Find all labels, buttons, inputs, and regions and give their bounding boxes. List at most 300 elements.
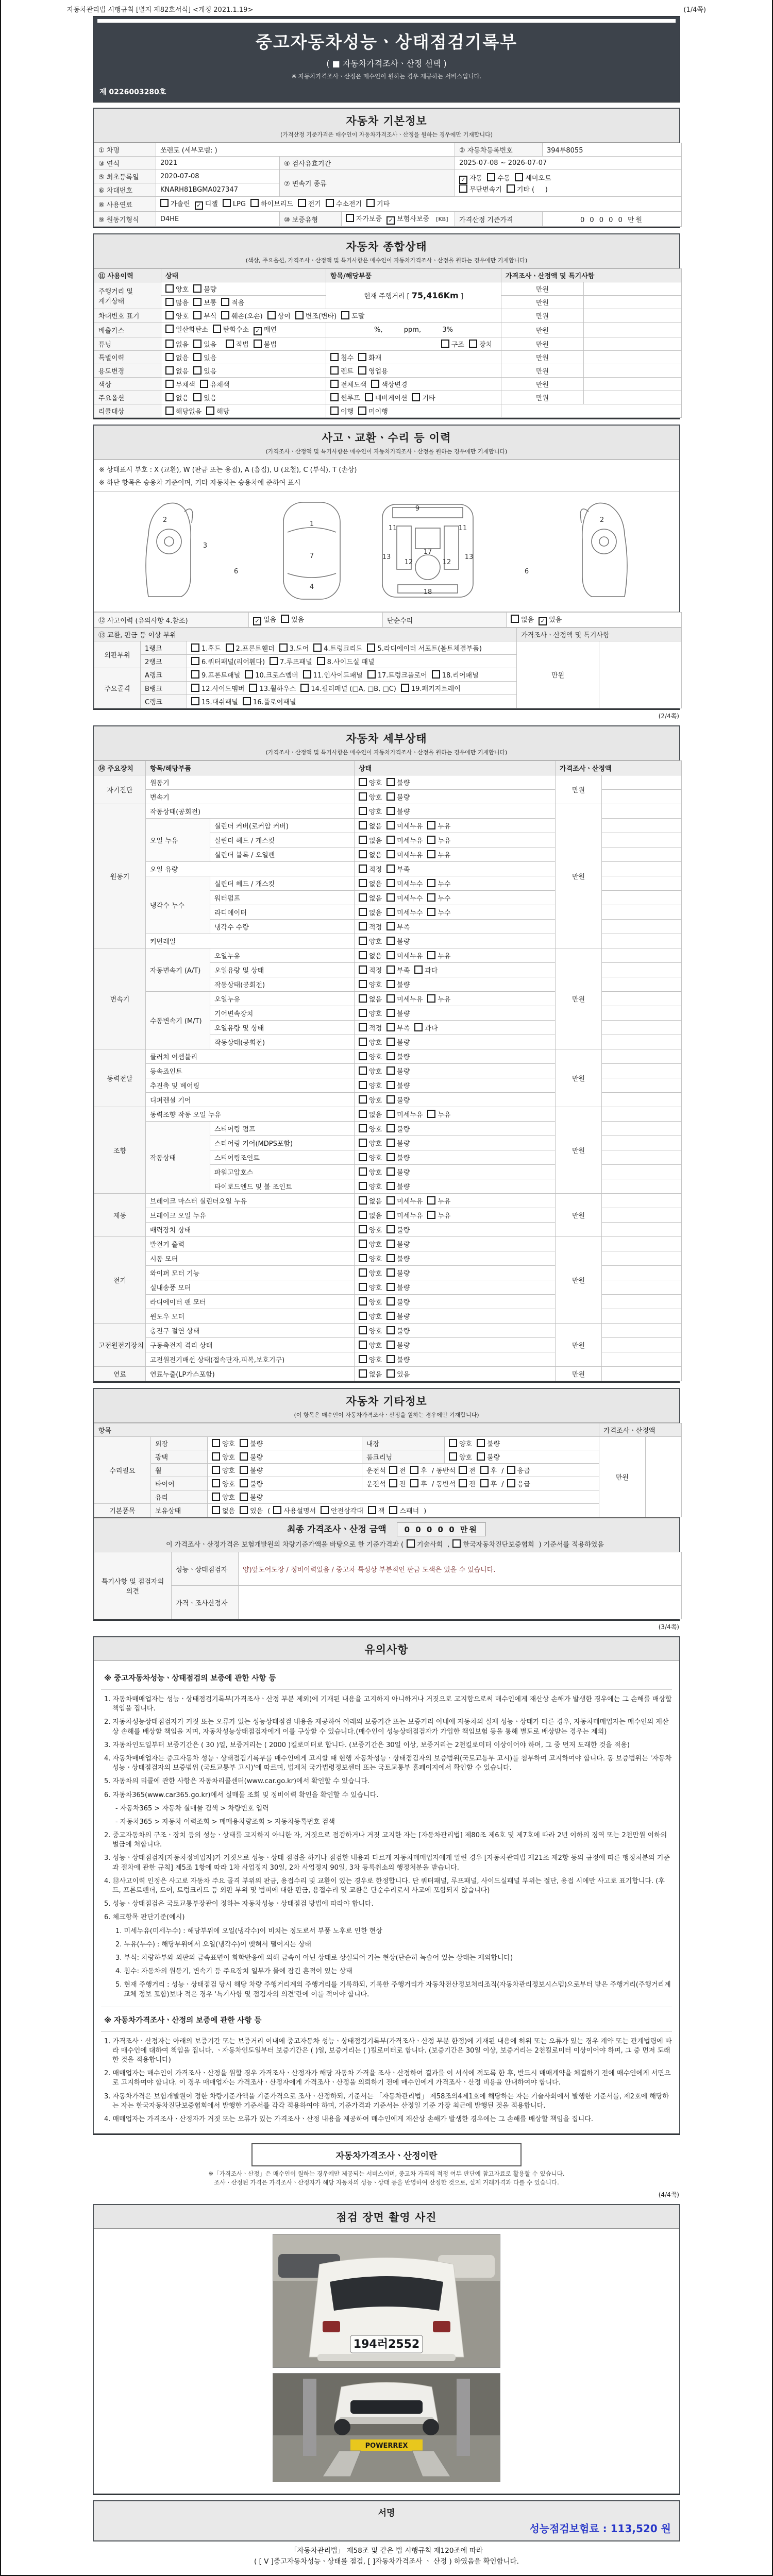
checkbox-양호[interactable] — [359, 807, 367, 815]
accident-header — [94, 426, 679, 460]
checkbox-19.패키지트레이[interactable] — [401, 684, 409, 692]
form-title-band — [93, 16, 680, 103]
checkbox-훼손(오손)[interactable] — [221, 311, 229, 319]
checkbox-없음[interactable] — [165, 393, 174, 401]
checkbox-불법[interactable] — [254, 340, 262, 348]
checkbox-누수[interactable] — [427, 893, 435, 902]
price-cell: 만원 — [556, 775, 602, 804]
note-cell — [599, 641, 682, 708]
usage-change-kind-options — [326, 364, 501, 378]
checkbox-양호[interactable] — [449, 1439, 457, 1447]
note-cell — [584, 364, 682, 378]
checkbox-양호[interactable] — [359, 1081, 367, 1089]
checkbox-응급[interactable] — [507, 1479, 515, 1487]
checkbox-미세누유[interactable] — [386, 994, 395, 1003]
checkbox-15.대쉬패널[interactable] — [191, 697, 199, 705]
state-options — [355, 876, 556, 891]
checkbox-양호[interactable] — [212, 1466, 220, 1474]
option-미세누유 — [386, 850, 423, 859]
option-label: 불량 — [487, 1440, 500, 1448]
checkbox-양호[interactable] — [359, 1283, 367, 1291]
item-label: 충전구 절연 상태 — [146, 1324, 355, 1338]
checkbox-미세누유[interactable] — [386, 850, 395, 858]
checkbox-불량[interactable] — [386, 1240, 395, 1248]
checkbox-없음[interactable] — [359, 1211, 367, 1219]
checkbox-한국자동차진단보증협회[interactable] — [452, 1539, 461, 1548]
checkbox-5.라디에이터 서포트(볼트체결부품)[interactable] — [367, 643, 375, 652]
checkbox-불량[interactable] — [386, 778, 395, 786]
checkbox-후[interactable] — [410, 1479, 418, 1487]
checkbox-후[interactable] — [410, 1466, 418, 1474]
checkbox-수소전기[interactable] — [326, 199, 334, 207]
checkbox-구조[interactable] — [441, 340, 449, 348]
checkbox-불량[interactable] — [240, 1452, 248, 1461]
checkbox-후[interactable] — [480, 1479, 489, 1487]
checkbox-불량[interactable] — [386, 1326, 395, 1334]
option-label: 불법 — [263, 341, 277, 349]
checkbox-7.루프패널[interactable] — [270, 657, 278, 665]
checkbox-없음[interactable] — [359, 1196, 367, 1205]
checkbox-이행[interactable] — [330, 406, 339, 415]
checkbox-없음[interactable] — [359, 879, 367, 887]
col-state: 상태 — [355, 761, 556, 775]
checkbox-없음[interactable] — [359, 893, 367, 902]
state-options — [355, 905, 556, 920]
checkbox-불량[interactable] — [386, 1254, 395, 1262]
option-6.쿼터패널(리어휀다) — [191, 656, 265, 666]
final-price-note — [94, 1539, 679, 1549]
checkbox-기술사회[interactable] — [407, 1539, 415, 1548]
checkbox-미세누유[interactable] — [386, 1211, 395, 1219]
checkbox-16.플로어패널[interactable] — [243, 697, 251, 705]
item-label: 와이퍼 모터 기능 — [146, 1266, 355, 1280]
checkbox-불량[interactable] — [240, 1493, 248, 1501]
checkbox-기타 ( )[interactable] — [507, 184, 515, 193]
checkbox-안전삼각대[interactable] — [321, 1506, 329, 1514]
comprehensive-subtitle: (색상, 주요옵션, 가격조사ㆍ산정액 및 특기사항은 매수인이 자동차가격조사ㆍ산정을 원하는 경우에만 기재합니다) — [245, 257, 528, 264]
vin-label: ⑥ 차대번호 — [94, 183, 156, 197]
option-label: 누유 — [438, 953, 451, 960]
checkbox-2.프론트휀더[interactable] — [226, 643, 234, 652]
checkbox-양호[interactable] — [359, 1326, 367, 1334]
option-자동 — [459, 173, 482, 184]
checkbox-양호[interactable] — [359, 1153, 367, 1161]
checkbox-없음[interactable] — [359, 994, 367, 1003]
checkbox-양호[interactable] — [359, 1312, 367, 1320]
checkbox-무채색[interactable] — [165, 380, 174, 388]
checkbox-불량[interactable] — [386, 1066, 395, 1075]
checkbox-적정[interactable] — [359, 922, 367, 930]
checkbox-불량[interactable] — [386, 1225, 395, 1233]
checkbox-가솔린[interactable] — [160, 199, 169, 207]
notice-item: 4. 자동차매매업자는 중고자동차 성능ㆍ상태점검기록부를 매수인에게 고지할 때 현행 자동차성능ㆍ상태점검자의 보증범위(국토교통부 고시)를 첨부하여 고지하여야 합니다. 동 보증범위는 '자동차성능ㆍ상태점검자의 보증범위 (국토교통부 고시)'에 따르며, 법제처 국가법령정보센터 또는 국토교통부 홈페이지에서 확인할 수 있습니다. — [104, 1754, 672, 1772]
option-label: 렌트 — [341, 368, 354, 376]
checkbox-불량[interactable] — [240, 1439, 248, 1447]
diagram-part-number: 6 — [233, 568, 239, 575]
checkbox-양호[interactable] — [359, 1268, 367, 1277]
option-세미오토 — [515, 173, 551, 182]
checkbox-17.트렁크플로어[interactable] — [367, 670, 376, 679]
checkbox-있음[interactable] — [386, 1369, 395, 1378]
option-없음 — [359, 994, 382, 1004]
checkbox-없음[interactable] — [359, 821, 367, 829]
option-label: 양호 — [369, 1126, 382, 1133]
checkbox-영업용[interactable] — [358, 366, 366, 375]
checkbox-1.후드[interactable] — [191, 643, 199, 652]
checkbox-LPG[interactable] — [223, 199, 231, 207]
option-8.사이드실 패널 — [317, 656, 375, 666]
checkbox-불량[interactable] — [386, 1297, 395, 1306]
checkbox-없음[interactable] — [165, 353, 174, 361]
device-group-label: 전기 — [94, 1237, 146, 1324]
checkbox-불량[interactable] — [386, 792, 395, 801]
checkbox-양호[interactable] — [359, 1038, 367, 1046]
checkbox-전기[interactable] — [298, 199, 306, 207]
checkbox-불량[interactable] — [240, 1466, 248, 1474]
checkbox-양호[interactable] — [359, 1341, 367, 1349]
checkbox-불량[interactable] — [386, 1009, 395, 1017]
checkbox-미세누수[interactable] — [386, 893, 395, 902]
option-누유 — [427, 850, 450, 859]
checkbox-미세누유[interactable] — [386, 951, 395, 959]
checkbox-부족[interactable] — [386, 865, 395, 873]
checkbox-양호[interactable] — [359, 980, 367, 988]
checkbox-있음[interactable] — [193, 353, 201, 361]
checkbox-불량[interactable] — [386, 1341, 395, 1349]
checkbox-양호[interactable] — [212, 1439, 220, 1447]
checkbox-양호[interactable] — [359, 1225, 367, 1233]
checkbox-없음[interactable] — [165, 366, 174, 375]
checkbox-불량[interactable] — [386, 1283, 395, 1291]
checkbox-기타[interactable] — [412, 393, 420, 401]
option-label: 양호 — [222, 1494, 236, 1502]
checkbox-양호[interactable] — [359, 937, 367, 945]
option-label: 있음 — [250, 1507, 263, 1515]
other-title: 자동차 기타정보 — [346, 1395, 427, 1408]
table-header-row — [94, 269, 682, 282]
option-label: 자동 — [469, 175, 483, 182]
checkbox-없음[interactable] — [359, 1110, 367, 1118]
checkbox-불량[interactable] — [386, 1139, 395, 1147]
checkbox-양호[interactable] — [165, 284, 174, 293]
checkbox-네비게이션[interactable] — [365, 393, 373, 401]
checkbox-사용설명서[interactable] — [273, 1506, 281, 1514]
checkbox-썬루프[interactable] — [330, 393, 339, 401]
option-불량 — [386, 1354, 410, 1364]
checkbox-불량[interactable] — [386, 1153, 395, 1161]
option-불량 — [386, 936, 410, 946]
checkbox-누수[interactable] — [427, 879, 435, 887]
checkbox-없음[interactable] — [359, 951, 367, 959]
checkbox-없음[interactable] — [359, 850, 367, 858]
checkbox-양호[interactable] — [212, 1452, 220, 1461]
checkbox-적법[interactable] — [226, 340, 234, 348]
checkbox-불량[interactable] — [386, 1167, 395, 1176]
engine-type-value: D4HE — [156, 212, 280, 227]
checkbox-12.사이드멤버[interactable] — [191, 684, 199, 692]
checkbox-과다[interactable] — [414, 965, 423, 974]
checkbox-불량[interactable] — [386, 937, 395, 945]
checkbox-양호[interactable] — [449, 1452, 457, 1461]
checkbox-화재[interactable] — [358, 353, 366, 361]
checkbox-잭[interactable] — [368, 1506, 376, 1514]
checkbox-없음[interactable]: ✓ — [253, 617, 261, 625]
option-label: 양호 — [369, 1082, 382, 1090]
detail-row — [94, 1367, 682, 1381]
checkbox-부족[interactable] — [386, 1023, 395, 1031]
checkbox-양호[interactable] — [359, 1355, 367, 1363]
option-label: 보통 — [204, 299, 217, 307]
checkbox-누유[interactable] — [427, 850, 435, 858]
checkbox-미세누유[interactable] — [386, 1110, 395, 1118]
checkbox-있음[interactable] — [240, 1506, 248, 1514]
notice-item: 5. 현재 주행거리 : 성능ㆍ상태점검 당시 해당 차량 주행거리계의 주행거리를 기록하되, 기록한 주행거리가 자동차전산정보처리조직(자동차관리정보시스템)으로부터 받은 주행거리(주행거리계 교체 정보 포함)보다 적은 경우 '특기사항 및 점검자의 의견'란에 이를 적어야 합니다. — [115, 1981, 671, 1998]
checkbox-스패너[interactable] — [389, 1506, 397, 1514]
option-있음 — [539, 614, 562, 625]
checkbox-보험사보증[interactable]: ✓ — [386, 216, 395, 225]
checkbox-양호[interactable] — [212, 1493, 220, 1501]
checkbox-불량[interactable] — [386, 980, 395, 988]
checkbox-양호[interactable] — [359, 1139, 367, 1147]
note-cell — [602, 977, 682, 992]
checkbox-누유[interactable] — [427, 1196, 435, 1205]
engine-type-label: ⑨ 원동기형식 — [94, 212, 156, 227]
checkbox-많음[interactable] — [165, 298, 174, 306]
checkbox-누유[interactable] — [427, 836, 435, 844]
checkbox-양호[interactable] — [359, 1254, 367, 1262]
notice-item: 5. 성능ㆍ상태점검은 국토교통부장관이 정하는 자동차성능ㆍ상태점검 방법에 따라야 합니다. — [104, 1900, 374, 1908]
checkbox-불량[interactable] — [386, 1312, 395, 1320]
checkbox-있음[interactable] — [281, 615, 289, 623]
checkbox-일산화탄소[interactable] — [165, 325, 174, 333]
checkbox-불량[interactable] — [240, 1479, 248, 1487]
checkbox-불량[interactable] — [477, 1439, 485, 1447]
sub-group-label: 냉각수 누수 — [146, 876, 210, 934]
checkbox-불량[interactable] — [386, 1355, 395, 1363]
checkbox-양호[interactable] — [359, 1167, 367, 1176]
rank-label: 1랭크 — [141, 641, 187, 655]
checkbox-미세누유[interactable] — [386, 1196, 395, 1205]
checkbox-상이[interactable] — [267, 311, 276, 319]
checkbox-3.도어[interactable] — [279, 643, 288, 652]
option-label: 양호 — [369, 1241, 382, 1249]
option-label: 적정 — [369, 924, 382, 931]
checkbox-유채색[interactable] — [200, 380, 208, 388]
checkbox-누유[interactable] — [427, 1211, 435, 1219]
checkbox-없음[interactable] — [359, 836, 367, 844]
option-label: 불량 — [250, 1467, 263, 1475]
checkbox-4.트렁크리드[interactable] — [313, 643, 322, 652]
checkbox-양호[interactable] — [359, 792, 367, 801]
checkbox-없음[interactable] — [359, 1369, 367, 1378]
checkbox-13.휠하우스[interactable] — [249, 684, 257, 692]
checkbox-불량[interactable] — [386, 1081, 395, 1089]
item-label: 연료누출(LP가스포함) — [146, 1367, 355, 1381]
checkbox-불량[interactable] — [386, 1124, 395, 1132]
note-cell — [602, 1021, 682, 1035]
checkbox-불량[interactable] — [386, 1038, 395, 1046]
checkbox-양호[interactable] — [359, 1052, 367, 1060]
checkbox-도말[interactable] — [341, 311, 349, 319]
checkbox-8.사이드실 패널[interactable] — [317, 657, 325, 665]
checkbox-누유[interactable] — [427, 1110, 435, 1118]
checkbox-하이브리드[interactable] — [250, 199, 259, 207]
checkbox-누유[interactable] — [427, 994, 435, 1003]
checkbox-미이행[interactable] — [358, 406, 366, 415]
checkbox-해당[interactable] — [206, 406, 214, 415]
checkbox-11.인사이드패널[interactable] — [303, 670, 311, 679]
main-option-label: 주요옵션 — [94, 391, 161, 404]
checkbox-불량[interactable] — [193, 284, 201, 293]
checkbox-양호[interactable] — [359, 1240, 367, 1248]
checkbox-미세누유[interactable] — [386, 821, 395, 829]
device-group-label: 원동기 — [94, 804, 146, 948]
state-options — [355, 920, 556, 934]
checkbox-수동[interactable] — [487, 173, 495, 181]
checkbox-양호[interactable] — [165, 311, 174, 319]
repair-need-label: 수리필요 — [94, 1437, 151, 1504]
checkbox-6.쿼터패널(리어휀다)[interactable] — [191, 657, 199, 665]
checkbox-응급[interactable] — [507, 1466, 515, 1474]
checkbox-전[interactable] — [459, 1479, 467, 1487]
first-reg-value: 2020-07-08 — [156, 170, 280, 183]
option-label: 불량 — [397, 1082, 410, 1090]
checkbox-없음[interactable] — [511, 615, 519, 623]
option-label: 13.휠하우스 — [259, 685, 296, 693]
note-cell — [602, 1006, 682, 1021]
checkbox-없음[interactable] — [212, 1506, 220, 1514]
checkbox-양호[interactable] — [212, 1479, 220, 1487]
checkbox-양호[interactable] — [359, 778, 367, 786]
checkbox-14.필러패널 (□A, □B, □C)[interactable] — [300, 684, 309, 692]
checkbox-미세누수[interactable] — [386, 908, 395, 916]
checkbox-불량[interactable] — [386, 1182, 395, 1190]
option-label: 미세누유 — [397, 1212, 423, 1220]
checkbox-보통[interactable] — [193, 298, 201, 306]
checkbox-해당없음[interactable] — [165, 406, 174, 415]
inspector-opinion: 양)앞도어도장 / 정비이력있음 / 중고차 특성상 부분적인 판금 도색은 있을 수 있습니다. — [239, 1552, 682, 1586]
checkbox-전[interactable] — [459, 1466, 467, 1474]
item-label: 오일유량 및 상태 — [210, 1021, 355, 1035]
checkbox-침수[interactable] — [330, 353, 339, 361]
checkbox-양호[interactable] — [359, 1009, 367, 1017]
option-미세누유 — [386, 1109, 423, 1119]
checkbox-불량[interactable] — [386, 807, 395, 815]
option-label: 해당없음 — [176, 408, 202, 416]
checkbox-적정[interactable] — [359, 1023, 367, 1031]
notices-title: 유의사항 — [364, 1643, 409, 1656]
confirmation-line2: ( [ V ]중고자동차성능ㆍ상태를 점검, [ ]자동차가격조사 ㆍ 산정 ) 하였음을 확인합니다. — [254, 2557, 519, 2566]
checkbox-불량[interactable] — [386, 1268, 395, 1277]
checkbox-디젤[interactable]: ✓ — [195, 201, 203, 210]
option-10.크로스멤버 — [245, 670, 298, 680]
checkbox-있음[interactable] — [193, 393, 201, 401]
checkbox-불량[interactable] — [386, 1052, 395, 1060]
checkbox-없음[interactable] — [359, 908, 367, 916]
checkbox-세미오토[interactable] — [515, 173, 523, 181]
checkbox-불량[interactable] — [477, 1452, 485, 1461]
checkbox-부족[interactable] — [386, 922, 395, 930]
checkbox-적정[interactable] — [359, 865, 367, 873]
item-label: 윈도우 모터 — [146, 1309, 355, 1324]
option-label: 양호 — [369, 1140, 382, 1148]
checkbox-양호[interactable] — [359, 1182, 367, 1190]
checkbox-매연[interactable]: ✓ — [254, 327, 262, 335]
diagram-part-number: 4 — [309, 583, 314, 591]
checkbox-양호[interactable] — [359, 1297, 367, 1306]
checkbox-무단변속기[interactable] — [459, 184, 467, 193]
option-label: 기타 — [422, 395, 435, 402]
checkbox-부족[interactable] — [386, 965, 395, 974]
checkbox-9.프론트패널[interactable] — [191, 670, 199, 679]
item-label: 클러치 어셈블리 — [146, 1049, 355, 1064]
checkbox-18.리어패널[interactable] — [432, 670, 440, 679]
checkbox-적정[interactable] — [359, 965, 367, 974]
checkbox-전[interactable] — [389, 1466, 397, 1474]
checkbox-변조(변타)[interactable] — [295, 311, 304, 319]
checkbox-없음[interactable] — [165, 340, 174, 348]
item-label: 추진축 및 베어링 — [146, 1078, 355, 1093]
checkbox-누수[interactable] — [427, 908, 435, 916]
checkbox-미세누유[interactable] — [386, 836, 395, 844]
checkbox-양호[interactable] — [359, 1124, 367, 1132]
checkbox-자동[interactable]: ✓ — [459, 176, 467, 184]
option-label: 도말 — [351, 313, 365, 320]
checkbox-적음[interactable] — [221, 298, 229, 306]
option-label: 있음 — [204, 368, 217, 376]
checkbox-후[interactable] — [480, 1466, 489, 1474]
checkbox-누유[interactable] — [427, 821, 435, 829]
checkbox-부식[interactable] — [193, 311, 201, 319]
checkbox-탄화수소[interactable] — [213, 325, 221, 333]
checkbox-미세누수[interactable] — [386, 879, 395, 887]
checkbox-양호[interactable] — [359, 1095, 367, 1104]
checkbox-불량[interactable] — [386, 1095, 395, 1104]
option-불량 — [386, 1311, 410, 1321]
option-불량 — [240, 1479, 263, 1488]
option-미세누유 — [386, 835, 423, 845]
option-label: 불량 — [397, 1155, 410, 1162]
checkbox-전체도색[interactable] — [330, 380, 339, 388]
checkbox-10.크로스멤버[interactable] — [245, 670, 253, 679]
option-label: 부족 — [397, 1025, 410, 1032]
checkbox-기타[interactable] — [366, 199, 375, 207]
checkbox-있음[interactable] — [193, 340, 201, 348]
option-후 — [480, 1479, 497, 1488]
basic-info-title: 자동차 기본정보 — [346, 115, 427, 127]
checkbox-전[interactable] — [389, 1479, 397, 1487]
section-basic-info — [93, 108, 680, 228]
checkbox-누유[interactable] — [427, 951, 435, 959]
checkbox-렌트[interactable] — [330, 366, 339, 375]
checkbox-자가보증[interactable] — [346, 214, 354, 222]
option-label: 누유 — [438, 852, 451, 859]
checkbox-과다[interactable] — [414, 1023, 423, 1031]
interior-options — [445, 1437, 599, 1450]
option-없음 — [212, 1505, 235, 1515]
state-options — [355, 1035, 556, 1049]
checkbox-색상변경[interactable] — [371, 380, 379, 388]
checkbox-장치[interactable] — [469, 340, 477, 348]
option-label: 누수 — [438, 909, 451, 917]
rank-price-header: 가격조사ㆍ산정액 및 특기사항 — [517, 628, 682, 641]
checkbox-있음[interactable]: ✓ — [539, 617, 547, 625]
checkbox-있음[interactable] — [193, 366, 201, 375]
checkbox-양호[interactable] — [359, 1066, 367, 1075]
item-label: 타이로드엔드 및 볼 조인트 — [210, 1179, 355, 1194]
option-label: 적정 — [369, 1025, 382, 1032]
option-불량 — [386, 1239, 410, 1249]
